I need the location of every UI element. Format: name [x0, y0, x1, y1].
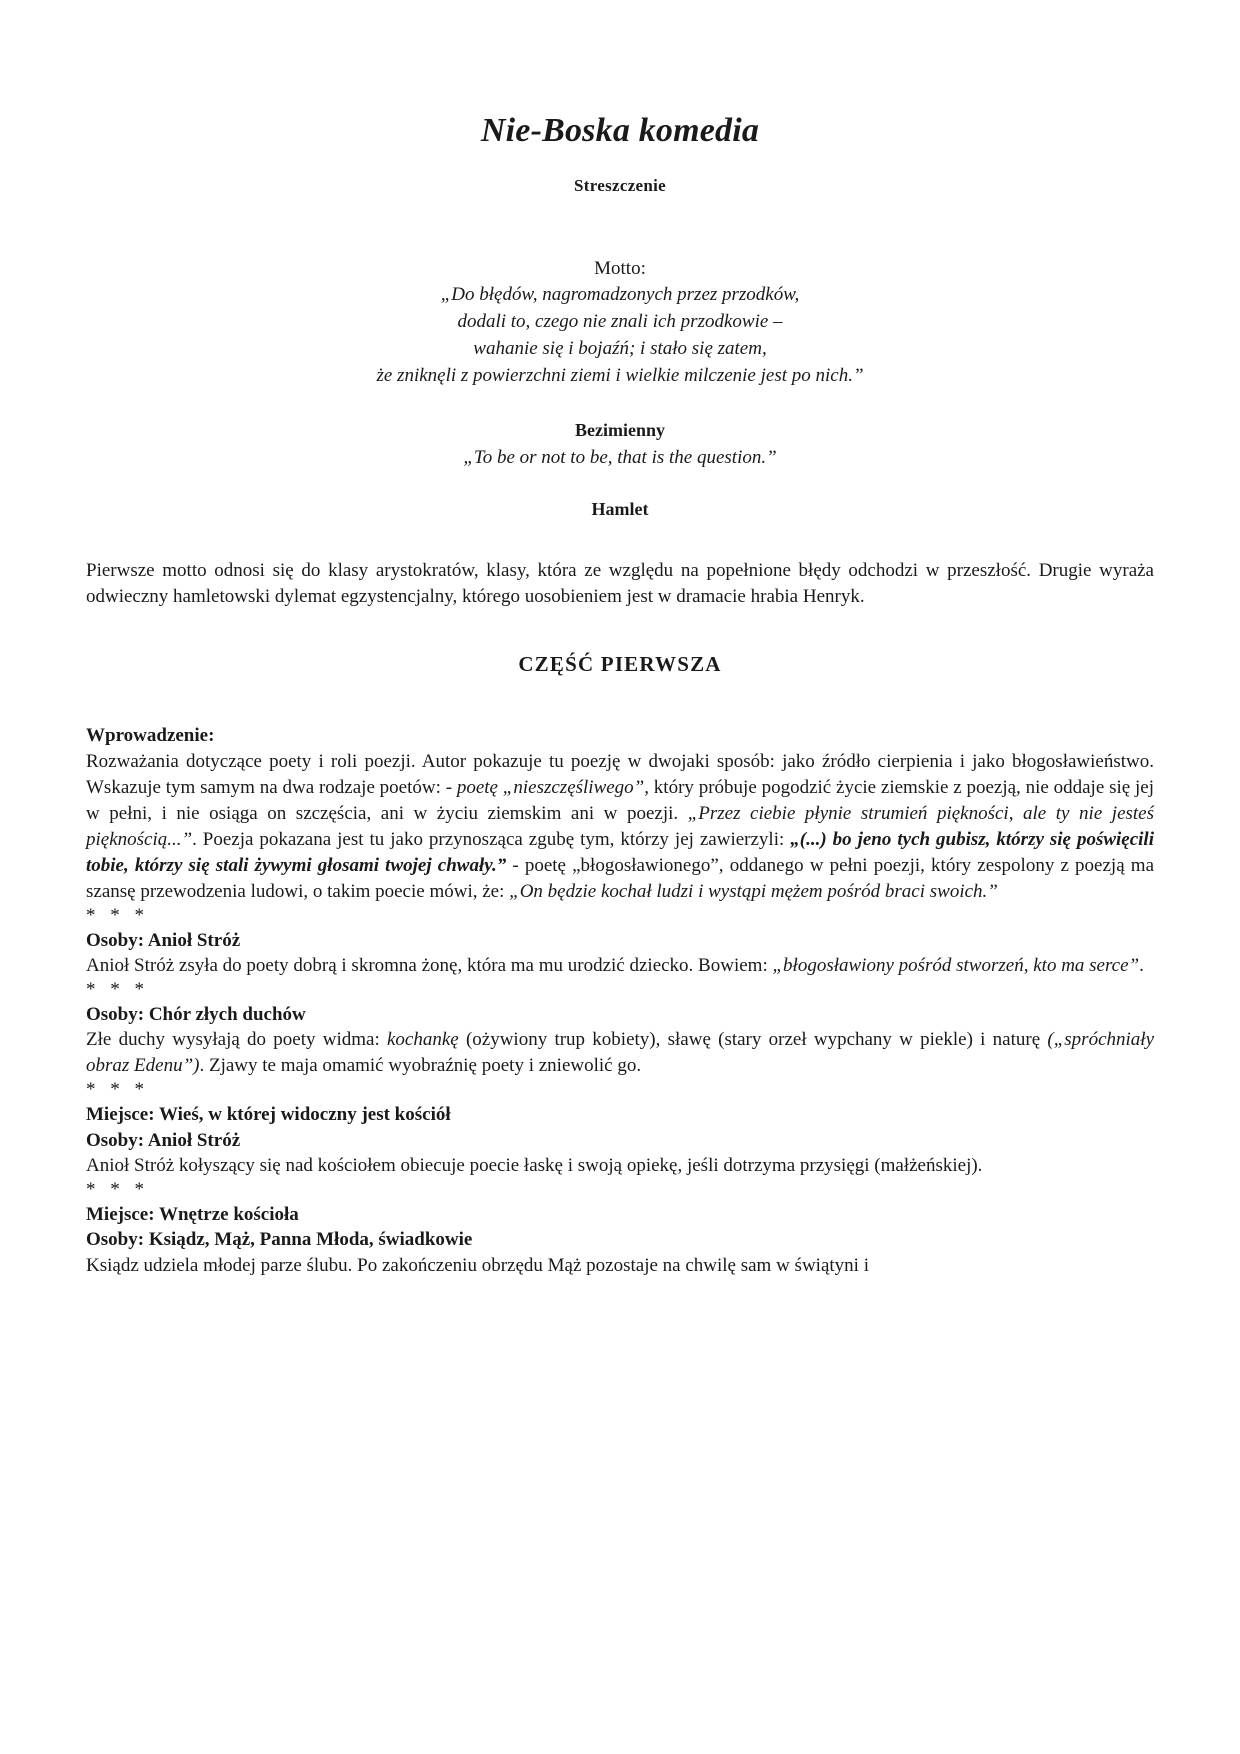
hamlet-quote-author: Hamlet — [591, 498, 649, 519]
motto-line: dodali to, czego nie znali ich przodkowie – — [457, 310, 783, 332]
section-wnetrze-kosciola — [86, 1202, 1154, 1279]
section-separator: * * * — [86, 904, 149, 926]
section-body: Rozważania dotyczące poety i roli poezji. Autor pokazuje tu poezję w dwojaki sposób: jako źródło cierpienia i jako błogosławieństwo. Wskazuje tym samym na dwa rodzaje poetów: - poetę „nieszczęśliwego”, który próbuje pogodzić życie ziemskie z poezją, nie oddaje się jej w pełni, i nie osiąga on szczęścia, ani w życiu ziemskim ani w poezji. „Przez ciebie płynie strumień piękności, ale ty nie jesteś pięknością...”. Poezja pokazana jest tu jako przynosząca zgubę tym, którzy jej zawierzyli: „(...) bo jeno tych gubisz, którzy się poświęcili tobie, którzy się stali żywymi głosami twojej chwały.” - poetę „błogosławionego”, oddanego w pełni poezji, który zespolony z poezją ma szansę przewodzenia ludowi, o takim poecie mówi, że: „On będzie kochał ludzi i wystąpi mężem pośród braci swoich.” — [86, 750, 1155, 902]
section-separator: * * * — [86, 979, 149, 1001]
section-heading-place: Miejsce: Wnętrze kościoła — [86, 1203, 299, 1225]
section-heading: Wprowadzenie: — [86, 725, 215, 747]
section-heading: Osoby: Chór złych duchów — [86, 1003, 306, 1025]
motto-author: Bezimienny — [575, 419, 665, 440]
section-body: Anioł Stróż kołyszący się nad kościołem obiecuje poecie łaskę i swoją opiekę, jeśli dotrzyma przysięgi (małżeńskiej). — [86, 1155, 983, 1177]
motto-label: Motto: — [594, 258, 646, 279]
section-wprowadzenie — [86, 723, 1154, 927]
intro-paragraph: Pierwsze motto odnosi się do klasy arystokratów, klasy, która ze względu na popełnione błędy odchodzi w przeszłość. Drugie wyraża odwieczny hamletowski dylemat egzystencjalny, którego uosobieniem jest w dramacie hrabia Henryk. — [86, 559, 1154, 608]
section-body: Złe duchy wysyłają do poety widma: kochankę (ożywiony trup kobiety), sławę (stary orzeł wypchany w piekle) i naturę („spróchniały obraz Edenu”). Zjawy te maja omamić wyobraźnię poety i zniewolić go. — [86, 1029, 1154, 1077]
section-separator: * * * — [86, 1079, 149, 1101]
page-subtitle: Streszczenie — [573, 176, 667, 195]
motto-line: „Do błędów, nagromadzonych przez przodków, — [440, 284, 800, 305]
section-separator: * * * — [86, 1179, 149, 1201]
section-heading-place: Miejsce: Wieś, w której widoczny jest kościół — [86, 1104, 451, 1126]
section-chor-zlych-duchow — [86, 1002, 1154, 1102]
part-heading: CZĘŚĆ PIERWSZA — [518, 652, 722, 677]
page-title: Nie-Boska komedia — [480, 112, 760, 149]
section-aniol-stroz — [86, 928, 1154, 1002]
section-heading: Osoby: Anioł Stróż — [86, 929, 241, 951]
section-heading-persons: Osoby: Ksiądz, Mąż, Panna Młoda, świadkowie — [86, 1229, 473, 1251]
motto-line: wahanie się i bojaźń; i stało się zatem, — [473, 337, 767, 359]
section-body: Anioł Stróż zsyła do poety dobrą i skromna żonę, która ma mu urodzić dziecko. Bowiem: „błogosławiony pośród stworzeń, kto ma serce”. — [86, 955, 1144, 977]
section-body: Ksiądz udziela młodej parze ślubu. Po zakończeniu obrzędu Mąż pozostaje na chwilę sam w świątyni i — [86, 1254, 869, 1276]
section-wies — [86, 1102, 1154, 1202]
section-heading-persons: Osoby: Anioł Stróż — [86, 1129, 241, 1151]
hamlet-quote: „To be or not to be, that is the question.” — [463, 446, 777, 468]
motto-block — [86, 282, 1154, 390]
motto-line: że zniknęli z powierzchni ziemi i wielkie milczenie jest po nich.” — [376, 364, 864, 386]
